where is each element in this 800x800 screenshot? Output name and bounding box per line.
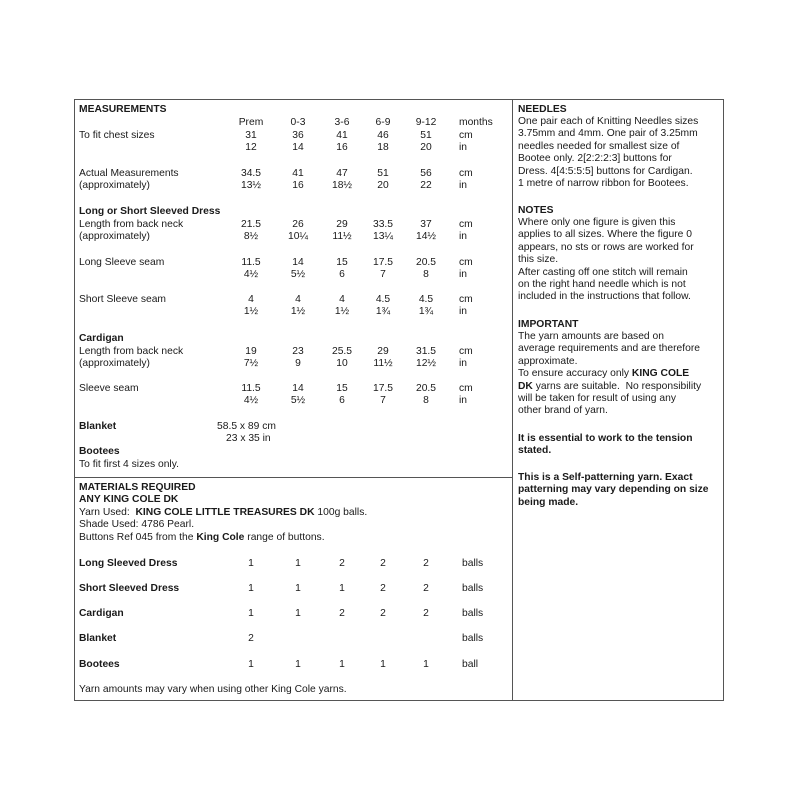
yarn-qty: 1 [339,659,345,670]
value-cell: 18 [377,142,389,153]
text-line: this size. [518,254,559,266]
cardigan-heading: Cardigan [79,333,124,344]
text-line: Dress. 4[4:5:5:5] buttons for Cardigan. [518,165,693,177]
materials-footer: Yarn amounts may vary when using other King Cole yarns. [79,684,347,695]
unit-cell: cm [459,294,473,305]
value-cell: 29 [336,219,348,230]
important-heading: IMPORTANT [518,319,579,330]
text-line: approximate. [518,355,578,367]
yarn-unit: balls [462,558,484,569]
yarn-used-label: Yarn Used: [79,507,136,518]
text-fragment: To ensure accuracy only [518,368,632,380]
value-cell: 25.5 [331,346,353,357]
value-cell: 5½ [290,269,306,280]
bootees-note: To fit first 4 sizes only. [79,459,179,470]
value-cell: 4 [295,294,301,305]
value-cell: 1½ [334,306,350,317]
value-cell: 20.5 [415,257,437,268]
yarn-row-label: Long Sleeved Dress [79,558,178,569]
text-line: One pair each of Knitting Needles sizes [518,116,699,127]
blanket-label: Blanket [79,421,117,432]
needles-heading: NEEDLES [518,104,567,115]
value-cell: 10¼ [287,231,309,242]
chest-label: To fit chest sizes [79,130,155,141]
text-line: needles needed for smallest size of [518,140,680,152]
yarn-unit: balls [462,633,484,644]
value-cell: 15 [336,383,348,394]
yarn-unit: balls [462,583,484,594]
value-cell: 22 [420,180,432,191]
unit-cell: cm [459,257,473,268]
buttons-brand: King Cole [196,532,245,543]
yarn-qty: 2 [380,583,386,594]
value-cell: 8 [423,269,429,280]
yarn-unit: balls [462,608,484,619]
value-cell: 13½ [240,180,262,191]
value-cell: 5½ [290,395,306,406]
value-cell: 17.5 [372,383,394,394]
value-cell: 20.5 [415,383,437,394]
materials-heading: MATERIALS REQUIRED [79,482,196,493]
yarn-qty: 1 [423,659,429,670]
value-cell: 21.5 [240,219,262,230]
yarn-qty: 2 [339,608,345,619]
text-line: will be taken for result of using any [518,393,676,405]
value-cell: 11.5 [241,383,261,394]
yarn-row-label: Bootees [79,659,120,670]
buttons-ref-prefix: Buttons Ref 045 from the [79,532,197,543]
value-cell: 17.5 [372,257,394,268]
value-cell: 18½ [331,180,353,191]
yarn-qty: 1 [295,583,301,594]
value-cell: 14 [292,142,304,153]
value-cell: 1½ [243,306,259,317]
value-cell: 29 [377,346,389,357]
unit-cell: in [459,395,468,406]
section-divider [74,477,513,478]
value-cell: 4.5 [418,294,434,305]
unit-cell: in [459,180,468,191]
text-line: applies to all sizes. Where the figure 0 [518,229,692,241]
cardigan-length-label: Length from back neck [79,346,184,357]
unit-cell: cm [459,219,473,230]
yarn-qty: 2 [380,608,386,619]
value-cell: 51 [377,168,389,179]
dress-length-sublabel: (approximately) [79,231,150,242]
value-cell: 1¾ [375,306,391,317]
blanket-size-cm: 58.5 x 89 cm [217,421,276,432]
long-sleeve-label: Long Sleeve seam [79,257,165,268]
value-cell: 1¾ [418,306,434,317]
unit-cell: in [459,269,468,280]
yarn-qty: 2 [423,583,429,594]
value-cell: 1½ [290,306,306,317]
text-line: Where only one figure is given this [518,217,676,228]
blanket-size-in: 23 x 35 in [226,433,271,444]
value-cell: 31 [245,130,257,141]
text-line: The yarn amounts are based on [518,331,664,342]
bootees-label: Bootees [79,446,120,457]
value-cell: 19 [245,346,257,357]
value-cell: 6 [339,269,345,280]
yarn-row-label: Blanket [79,633,117,644]
dress-heading: Long or Short Sleeved Dress [79,206,221,217]
actual-sublabel: (approximately) [79,180,150,191]
size-unit: months [459,117,493,128]
unit-cell: in [459,142,468,153]
text-line: stated. [518,445,552,457]
value-cell: 36 [292,130,304,141]
value-cell: 14½ [415,231,437,242]
yarn-row-label: Cardigan [79,608,124,619]
yarn-unit: ball [462,659,479,670]
value-cell: 15 [336,257,348,268]
yarn-qty: 1 [339,583,345,594]
yarn-qty: 1 [295,608,301,619]
value-cell: 56 [420,168,432,179]
value-cell: 4.5 [375,294,391,305]
text-line: other brand of yarn. [518,405,608,417]
value-cell: 4 [339,294,345,305]
value-cell: 16 [292,180,304,191]
value-cell: 7 [380,269,386,280]
text-line: average requirements and are therefore [518,343,701,355]
text-line: It is essential to work to the tension [518,433,693,444]
text-line: on the right hand needle which is not [518,279,686,291]
buttons-ref [79,532,325,544]
needles-text [518,116,698,190]
unit-cell: cm [459,346,473,357]
unit-cell: cm [459,130,473,141]
value-cell: 12½ [415,358,437,369]
value-cell: 7½ [243,358,259,369]
value-cell: 20 [420,142,432,153]
materials-subheading: ANY KING COLE DK [79,494,179,505]
yarn-qty: 2 [248,633,254,644]
value-cell: 34.5 [240,168,262,179]
value-cell: 8 [423,395,429,406]
cardigan-sleeve-label: Sleeve seam [79,383,139,394]
value-cell: 11.5 [241,257,261,268]
tension-note [518,433,693,458]
value-cell: 16 [336,142,348,153]
text-line: being made. [518,496,579,508]
column-divider [512,99,513,701]
value-cell: 41 [292,168,304,179]
text-fragment: yarns are suitable. No responsibility [532,380,702,392]
text-line: This is a Self-patterning yarn. Exact [518,472,693,483]
cardigan-length-sublabel: (approximately) [79,358,150,369]
notes-text [518,217,694,304]
actual-label: Actual Measurements [79,168,179,179]
self-patterning-note [518,472,709,509]
yarn-qty: 2 [423,558,429,569]
value-cell: 37 [420,219,432,230]
unit-cell: cm [459,168,473,179]
brand-name: DK [518,380,533,392]
short-sleeve-label: Short Sleeve seam [79,294,166,305]
value-cell: 4½ [243,395,259,406]
yarn-row-label: Short Sleeved Dress [79,583,180,594]
size-header: 6-9 [375,117,391,128]
value-cell: 6 [339,395,345,406]
unit-cell: cm [459,383,473,394]
value-cell: 31.5 [415,346,437,357]
buttons-ref-suffix: range of buttons. [244,532,325,543]
value-cell: 4 [248,294,254,305]
value-cell: 10 [336,358,348,369]
size-header: 9-12 [415,117,437,128]
value-cell: 13¼ [372,231,394,242]
yarn-qty: 2 [380,558,386,569]
value-cell: 23 [292,346,304,357]
value-cell: 4½ [243,269,259,280]
size-header: 0-3 [290,117,306,128]
value-cell: 51 [420,130,432,141]
yarn-qty: 1 [380,659,386,670]
value-cell: 11½ [332,231,352,242]
value-cell: 33.5 [372,219,394,230]
text-line: included in the instructions that follow. [518,291,691,303]
shade-used: Shade Used: 4786 Pearl. [79,519,195,530]
value-cell: 46 [377,130,389,141]
yarn-qty: 1 [248,659,254,670]
text-line: appears, no sts or rows are worked for [518,241,694,253]
value-cell: 12 [245,142,257,153]
value-cell: 26 [292,219,304,230]
value-cell: 7 [380,395,386,406]
text-line: patterning may vary depending on size [518,484,709,496]
yarn-used-suffix: 100g balls. [314,507,368,518]
yarn-qty: 1 [248,583,254,594]
unit-cell: in [459,358,468,369]
text-line: After casting off one stitch will remain [518,266,688,278]
size-header: Prem [238,117,264,128]
text-line [518,381,701,393]
value-cell: 20 [377,180,389,191]
value-cell: 47 [336,168,348,179]
text-line: Bootee only. 2[2:2:2:3] buttons for [518,153,672,165]
yarn-qty: 2 [423,608,429,619]
text-line: 1 metre of narrow ribbon for Bootees. [518,178,689,190]
yarn-qty: 2 [339,558,345,569]
yarn-name: KING COLE LITTLE TREASURES DK [135,507,315,518]
text-line: 3.75mm and 4mm. One pair of 3.25mm [518,128,698,140]
yarn-used [79,507,367,519]
unit-cell: in [459,231,468,242]
notes-heading: NOTES [518,205,554,216]
value-cell: 11½ [373,358,393,369]
yarn-qty: 1 [248,558,254,569]
size-header: 3-6 [334,117,350,128]
value-cell: 9 [295,358,301,369]
dress-length-label: Length from back neck [79,219,184,230]
unit-cell: in [459,306,468,317]
value-cell: 14 [292,383,304,394]
yarn-qty: 1 [295,558,301,569]
value-cell: 14 [292,257,304,268]
important-text [518,331,701,418]
measurements-heading: MEASUREMENTS [79,104,167,115]
value-cell: 8½ [243,231,259,242]
brand-name: KING COLE [631,368,690,380]
text-line [518,368,701,380]
yarn-qty: 1 [295,659,301,670]
yarn-qty: 1 [248,608,254,619]
value-cell: 41 [336,130,348,141]
